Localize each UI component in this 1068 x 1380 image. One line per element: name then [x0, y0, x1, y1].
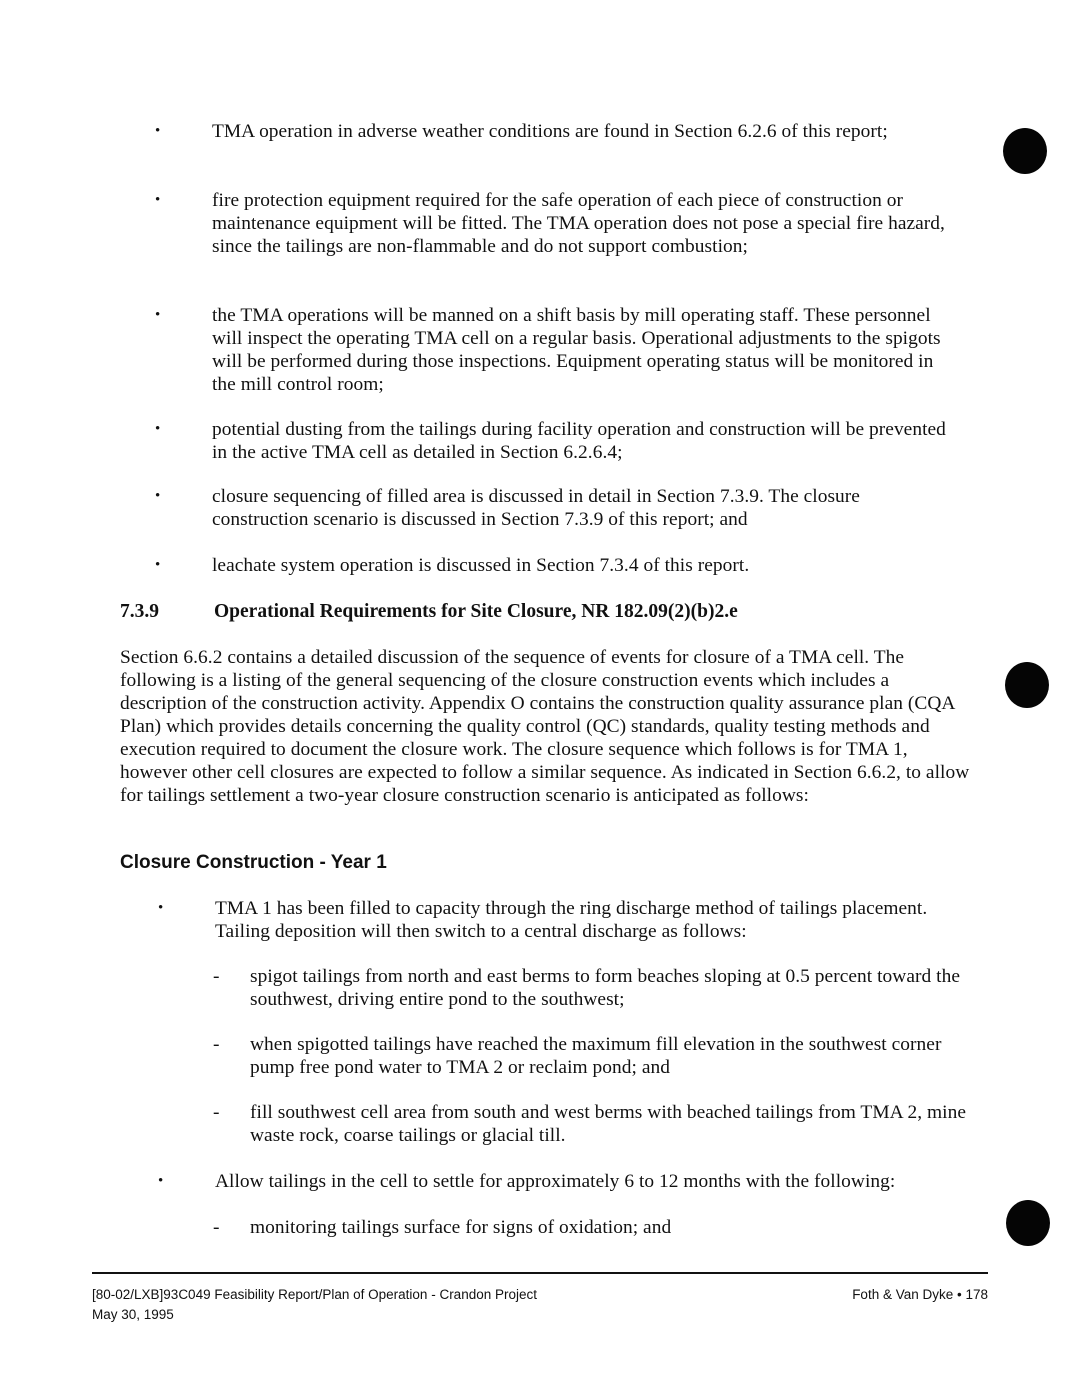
closure-bullet-item	[158, 897, 960, 943]
dash-item	[213, 965, 970, 1011]
closure-bullet-item	[158, 1170, 960, 1193]
dash-marker: -	[213, 1217, 220, 1238]
bullet-marker: •	[155, 307, 161, 323]
bullet-text: leachate system operation is discussed in Section 7.3.4 of this report.	[212, 555, 750, 576]
punch-hole-bottom	[1006, 1200, 1050, 1246]
bullet-marker: •	[155, 488, 161, 504]
dash-marker: -	[213, 1102, 220, 1123]
bullet-marker: •	[158, 900, 164, 916]
dash-text: monitoring tailings surface for signs of oxidation; and	[250, 1217, 672, 1238]
footer-doc-ref: [80-02/LXB]93C049 Feasibility Report/Plan of Operation - Crandon Project	[92, 1287, 537, 1302]
bullet-item	[155, 304, 957, 396]
closure-heading: Closure Construction - Year 1	[120, 852, 387, 873]
dash-text: spigot tailings from north and east berms to form beaches sloping at 0.5 percent toward the southwest, driving entire pond to the southwest;	[250, 966, 960, 1010]
footer-date: May 30, 1995	[92, 1307, 174, 1322]
dash-text: fill southwest cell area from south and west berms with beached tailings from TMA 2, mine waste rock, coarse tailings or glacial till.	[250, 1102, 967, 1146]
dash-item	[213, 1216, 970, 1239]
bullet-marker: •	[155, 421, 161, 437]
bullet-item	[155, 485, 957, 531]
footer-left	[92, 1285, 537, 1325]
bullet-text: potential dusting from the tailings during facility operation and construction will be prevented in the active TMA cell as detailed in Section 6.2.6.4;	[212, 419, 946, 463]
footer-rule	[92, 1272, 988, 1274]
bullet-text: TMA 1 has been filled to capacity through the ring discharge method of tailings placement. Tailing deposition will then switch to a central discharge as follows:	[215, 898, 928, 942]
section-title: Operational Requirements for Site Closure, NR 182.09(2)(b)2.e	[214, 601, 738, 622]
bullet-marker: •	[158, 1173, 164, 1189]
dash-item	[213, 1101, 970, 1147]
footer-page-label: Foth & Van Dyke • 178	[852, 1287, 988, 1302]
section-paragraph: Section 6.6.2 contains a detailed discussion of the sequence of events for closure of a TMA cell. The following is a listing of the general sequencing of the closure construction events which includes a description of the construction activity. Appendix O contains the construction quality assurance plan (CQA Plan) which provides details concerning the quality control (QC) standards, quality testing methods and execution required to document the closure work. The closure sequence which follows is for TMA 1, however other cell closures are expected to follow a similar sequence. As indicated in Section 6.6.2, to allow for tailings settlement a two-year closure construction scenario is anticipated as follows:	[120, 647, 970, 806]
bullet-marker: •	[155, 123, 161, 139]
dash-text: when spigotted tailings have reached the maximum fill elevation in the southwest corner pump free pond water to TMA 2 or reclaim pond; and	[250, 1034, 942, 1078]
bullet-text: TMA operation in adverse weather conditions are found in Section 6.2.6 of this report;	[212, 121, 888, 142]
bullet-text: fire protection equipment required for the safe operation of each piece of construction or maintenance equipment will be fitted. The TMA operation does not pose a special fire hazard, since the tailings are non-flammable and do not support combustion;	[212, 190, 945, 257]
punch-hole-top	[1003, 128, 1047, 174]
bullet-text: closure sequencing of filled area is discussed in detail in Section 7.3.9. The closure construction scenario is discussed in Section 7.3.9 of this report; and	[212, 486, 860, 530]
bullet-item	[155, 120, 957, 143]
punch-hole-middle	[1005, 662, 1049, 708]
bullet-text: Allow tailings in the cell to settle for approximately 6 to 12 months with the following:	[215, 1171, 896, 1192]
section-number: 7.3.9	[120, 601, 159, 622]
bullet-item	[155, 189, 957, 258]
bullet-item	[155, 418, 957, 464]
bullet-text: the TMA operations will be manned on a shift basis by mill operating staff. These personnel will inspect the operating TMA cell on a regular basis. Operational adjustments to the spigots will be performed during those inspections. Equipment operating status will be monitored in the mill control room;	[212, 305, 941, 395]
dash-marker: -	[213, 966, 220, 987]
bullet-marker: •	[155, 192, 161, 208]
bullet-marker: •	[155, 557, 161, 573]
dash-marker: -	[213, 1034, 220, 1055]
bullet-item	[155, 554, 957, 577]
dash-item	[213, 1033, 970, 1079]
